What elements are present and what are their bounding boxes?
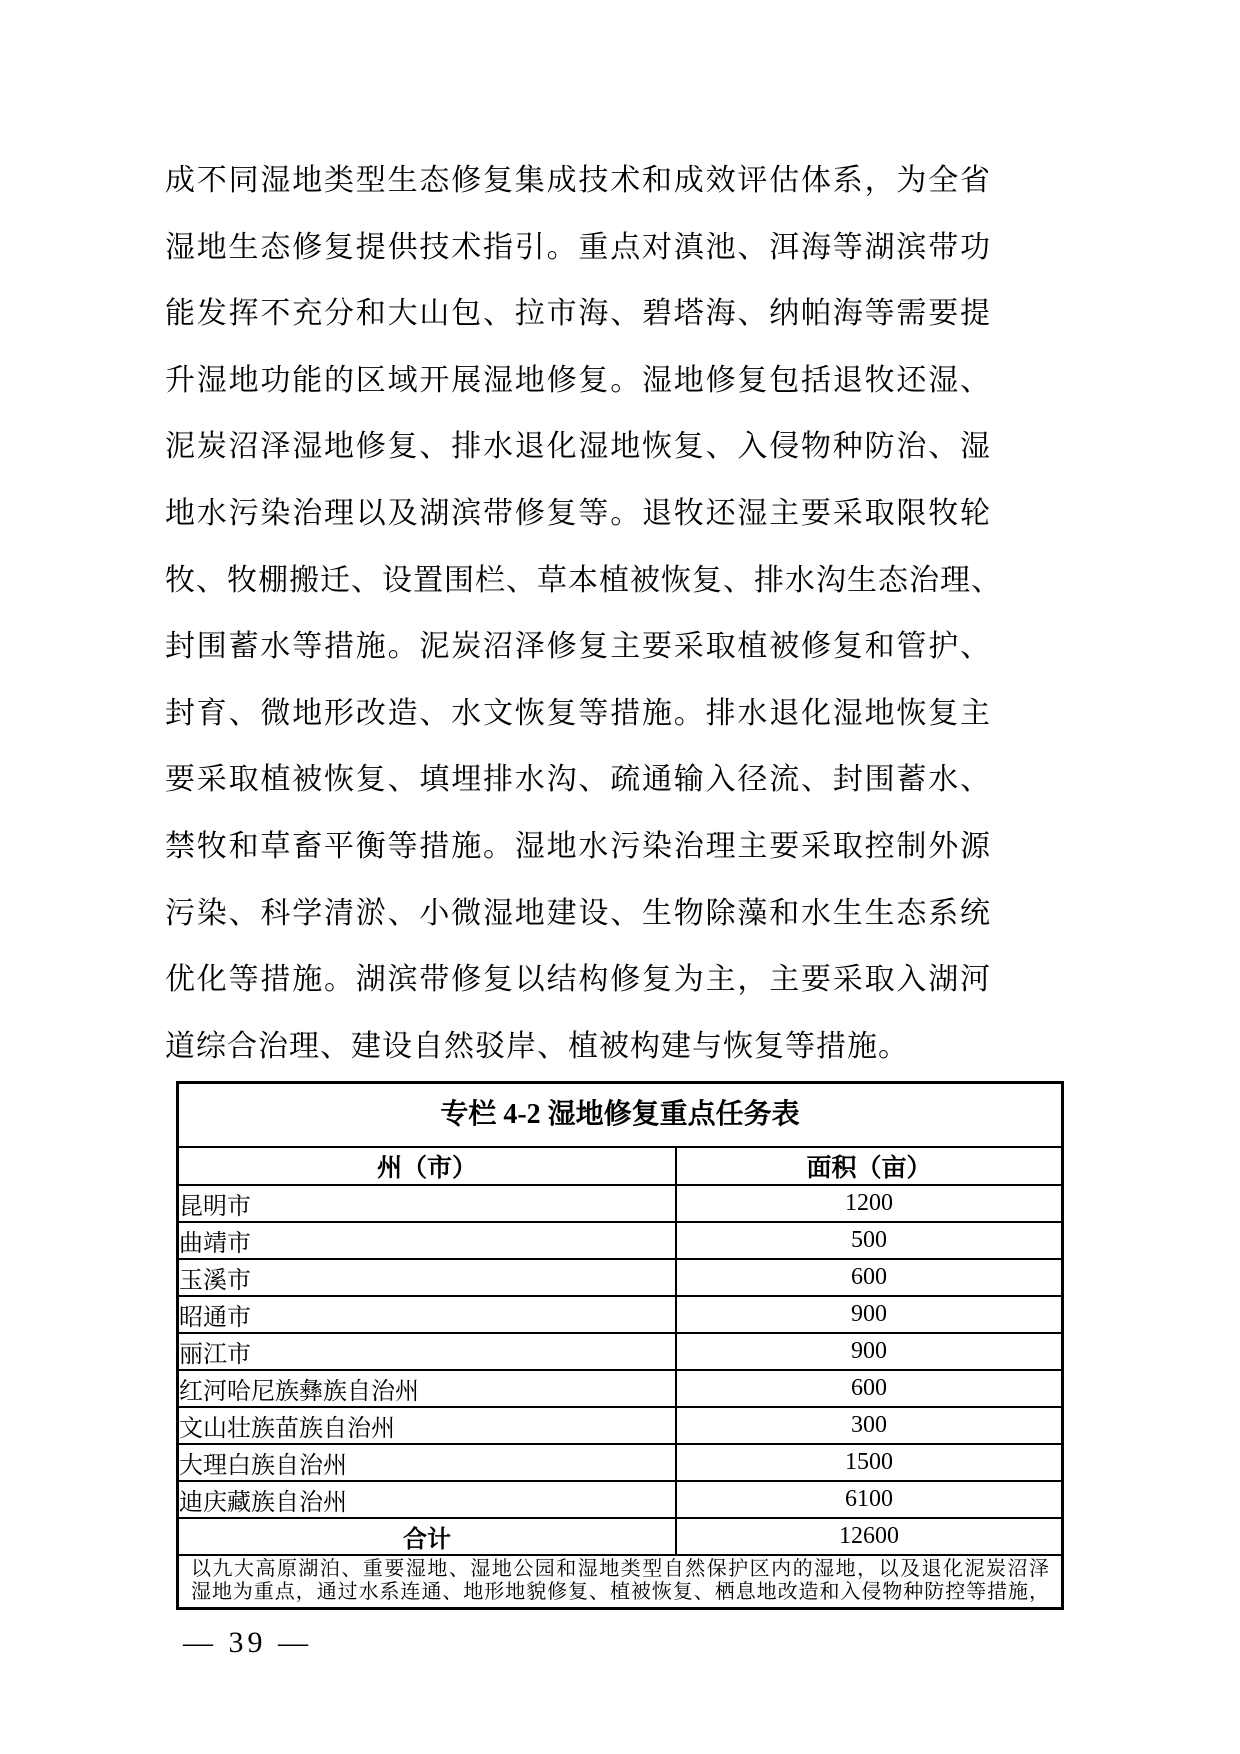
task-table-panel <box>176 1081 1064 1610</box>
table-row <box>179 1222 1061 1259</box>
column-header-area: 面积（亩） <box>676 1147 1061 1185</box>
paragraph-line: 优化等措施。湖滨带修复以结构修复为主，主要采取入湖河 <box>165 963 991 997</box>
total-label: 合计 <box>179 1518 676 1554</box>
table-title: 专栏 4-2 湿地修复重点任务表 <box>440 1099 800 1130</box>
paragraph-line: 封育、微地形改造、水文恢复等措施。排水退化湿地恢复主 <box>165 696 991 730</box>
region-cell: 丽江市 <box>179 1333 676 1370</box>
page-number: — 39 — <box>183 1626 312 1659</box>
area-cell: 1500 <box>676 1444 1061 1481</box>
area-cell: 1200 <box>676 1185 1061 1222</box>
region-cell: 文山壮族苗族自治州 <box>179 1407 676 1444</box>
total-value: 12600 <box>676 1518 1061 1554</box>
area-cell: 600 <box>676 1259 1061 1296</box>
paragraph-line: 污染、科学清淤、小微湿地建设、生物除藻和水生生态系统 <box>165 896 991 930</box>
table-row <box>179 1407 1061 1444</box>
region-cell: 昆明市 <box>179 1185 676 1222</box>
paragraph-line: 牧、牧棚搬迁、设置围栏、草本植被恢复、排水沟生态治理、 <box>165 563 1002 597</box>
region-cell: 迪庆藏族自治州 <box>179 1481 676 1518</box>
task-table <box>179 1146 1061 1554</box>
table-header-row <box>179 1147 1061 1185</box>
area-cell: 900 <box>676 1333 1061 1370</box>
paragraph-line: 泥炭沼泽湿地修复、排水退化湿地恢复、入侵物种防治、湿 <box>165 430 991 464</box>
footnote-line: 湿地为重点，通过水系连通、地形地貌修复、植被恢复、栖息地改造和入侵物种防控等措施， <box>191 1581 1049 1603</box>
table-row <box>179 1481 1061 1518</box>
body-paragraph <box>165 148 1002 1080</box>
region-cell: 昭通市 <box>179 1296 676 1333</box>
table-row <box>179 1444 1061 1481</box>
region-cell: 曲靖市 <box>179 1222 676 1259</box>
paragraph-line: 地水污染治理以及湖滨带修复等。退牧还湿主要采取限牧轮 <box>165 496 991 530</box>
paragraph-line: 湿地生态修复提供技术指引。重点对滇池、洱海等湖滨带功 <box>165 230 991 264</box>
table-header <box>179 1147 1061 1185</box>
area-cell: 300 <box>676 1407 1061 1444</box>
table-row <box>179 1259 1061 1296</box>
table-footnote <box>179 1554 1061 1607</box>
table-row <box>179 1185 1061 1222</box>
paragraph-line: 升湿地功能的区域开展湿地修复。湿地修复包括退牧还湿、 <box>165 363 991 397</box>
paragraph-line: 能发挥不充分和大山包、拉市海、碧塔海、纳帕海等需要提 <box>165 297 991 331</box>
table-row <box>179 1296 1061 1333</box>
table-row <box>179 1333 1061 1370</box>
area-cell: 600 <box>676 1370 1061 1407</box>
footnote-line: 以九大高原湖泊、重要湿地、湿地公园和湿地类型自然保护区内的湿地，以及退化泥炭沼泽 <box>191 1558 1049 1580</box>
region-cell: 红河哈尼族彝族自治州 <box>179 1370 676 1407</box>
column-header-region: 州（市） <box>179 1147 676 1185</box>
table-row <box>179 1370 1061 1407</box>
area-cell: 6100 <box>676 1481 1061 1518</box>
paragraph-line: 封围蓄水等措施。泥炭沼泽修复主要采取植被修复和管护、 <box>165 630 991 664</box>
area-cell: 500 <box>676 1222 1061 1259</box>
table-total <box>179 1518 1061 1554</box>
paragraph-line: 道综合治理、建设自然驳岸、植被构建与恢复等措施。 <box>165 1029 909 1063</box>
area-cell: 900 <box>676 1296 1061 1333</box>
paragraph-line: 要采取植被恢复、填埋排水沟、疏通输入径流、封围蓄水、 <box>165 763 991 797</box>
paragraph-line: 成不同湿地类型生态修复集成技术和成效评估体系，为全省 <box>165 164 991 197</box>
region-cell: 玉溪市 <box>179 1259 676 1296</box>
total-row <box>179 1518 1061 1554</box>
region-cell: 大理白族自治州 <box>179 1444 676 1481</box>
paragraph-line: 禁牧和草畜平衡等措施。湿地水污染治理主要采取控制外源 <box>165 829 991 863</box>
table-body <box>179 1185 1061 1518</box>
